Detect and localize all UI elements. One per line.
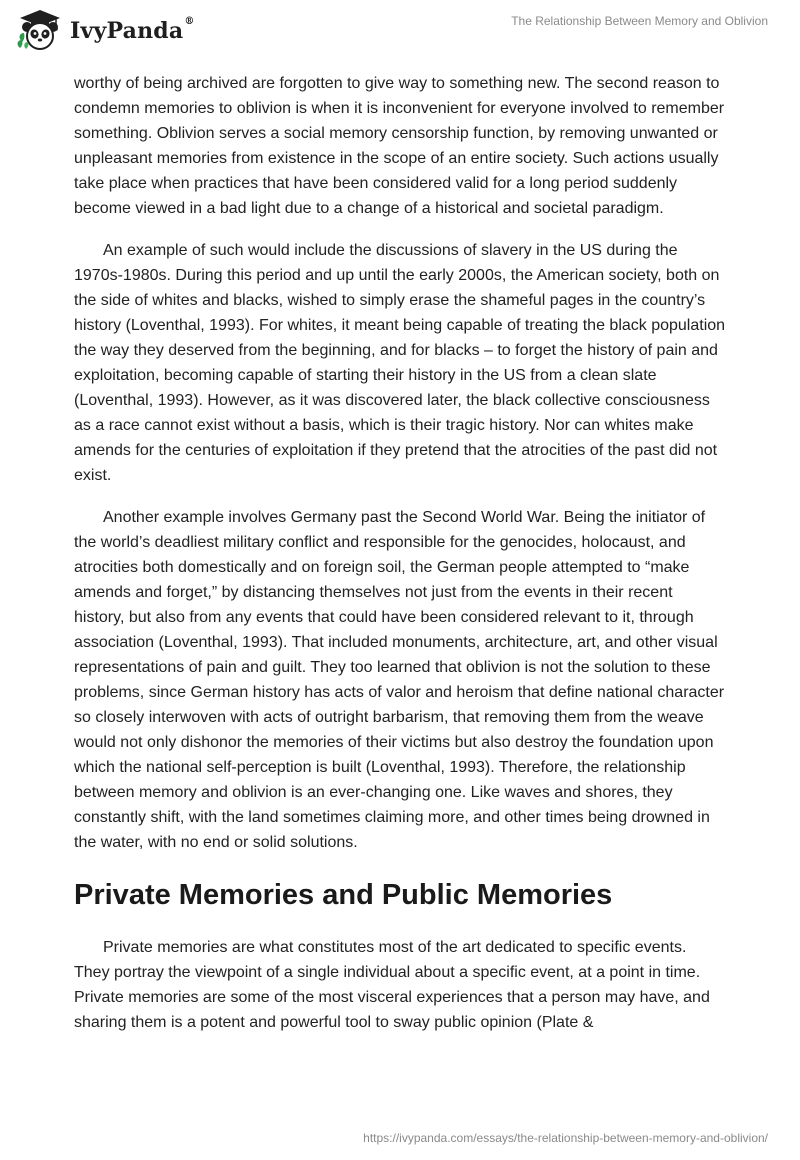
document-title: The Relationship Between Memory and Oblivion: [511, 14, 768, 28]
section-heading: Private Memories and Public Memories: [74, 879, 613, 911]
panda-graduate-icon: [16, 8, 64, 52]
paragraph-continuation: worthy of being archived are forgotten to give way to something new. The second reason to condemn memories to oblivion is when it is inconvenient for everyone involved to remember something. Oblivion serves a social memory censorship function, by removing unwanted or unpleasant memories from existence in the scope of an entire society. Such actions usually take place when practices that have been considered valid for a long period suddenly become viewed in a bad light due to a change of a historical and societal paradigm.: [74, 75, 725, 217]
page-header: [0, 0, 800, 60]
essay-body: [74, 71, 726, 1052]
source-url[interactable]: https://ivypanda.com/essays/the-relationship-between-memory-and-oblivion/: [363, 1131, 768, 1145]
ivypanda-logo[interactable]: [16, 8, 195, 52]
paragraph-germany: Another example involves Germany past the Second World War. Being the initiator of the world’s deadliest military conflict and responsible for the genocides, holocaust, and atrocities both domestically and on foreign soil, the German people attempted to “make amends and forget,” by distancing themselves not just from the events in their recent history, but also from any events that could have been considered relevant to it, through association (Loventhal, 1993). That included monuments, architecture, art, and other visual representations of pain and guilt. They too learned that oblivion is not the solution to these problems, since German history has acts of valor and heroism that define national character so closely interwoven with acts of outright barbarism, that removing them from the weave would not only dishonor the memories of their victims but also destroy the foundation upon which the national self-perception is built (Loventhal, 1993). Therefore, the relationship between memory and oblivion is an ever-changing one. Like waves and shores, they constantly shift, with the land sometimes claiming more, and other times being drowned in the water, with no end or solid solutions.: [74, 509, 725, 851]
paragraph-private-memories: Private memories are what constitutes most of the art dedicated to specific events. They portray the viewpoint of a single individual about a specific event, at a point in time. Private memories are some of the most visceral experiences that a person may have, and sharing them is a potent and powerful tool to sway public opinion (Plate &: [74, 939, 710, 1031]
brand-name: IvyPanda®: [70, 16, 195, 44]
paragraph-us-slavery: An example of such would include the discussions of slavery in the US during the 1970s-1980s. During this period and up until the early 2000s, the American society, both on the side of whites and blacks, wished to simply erase the shameful pages in the country’s history (Loventhal, 1993). For whites, it meant being capable of treating the black population the way they deserved from the beginning, and for blacks – to forget the history of pain and exploitation, becoming capable of starting their history in the US from a clean slate (Loventhal, 1993). However, as it was discovered later, the black collective consciousness as a race cannot exist without a basis, which is their tragic history. Nor can whites make amends for the centuries of exploitation if they pretend that the atrocities of the past did not exist.: [74, 242, 726, 484]
